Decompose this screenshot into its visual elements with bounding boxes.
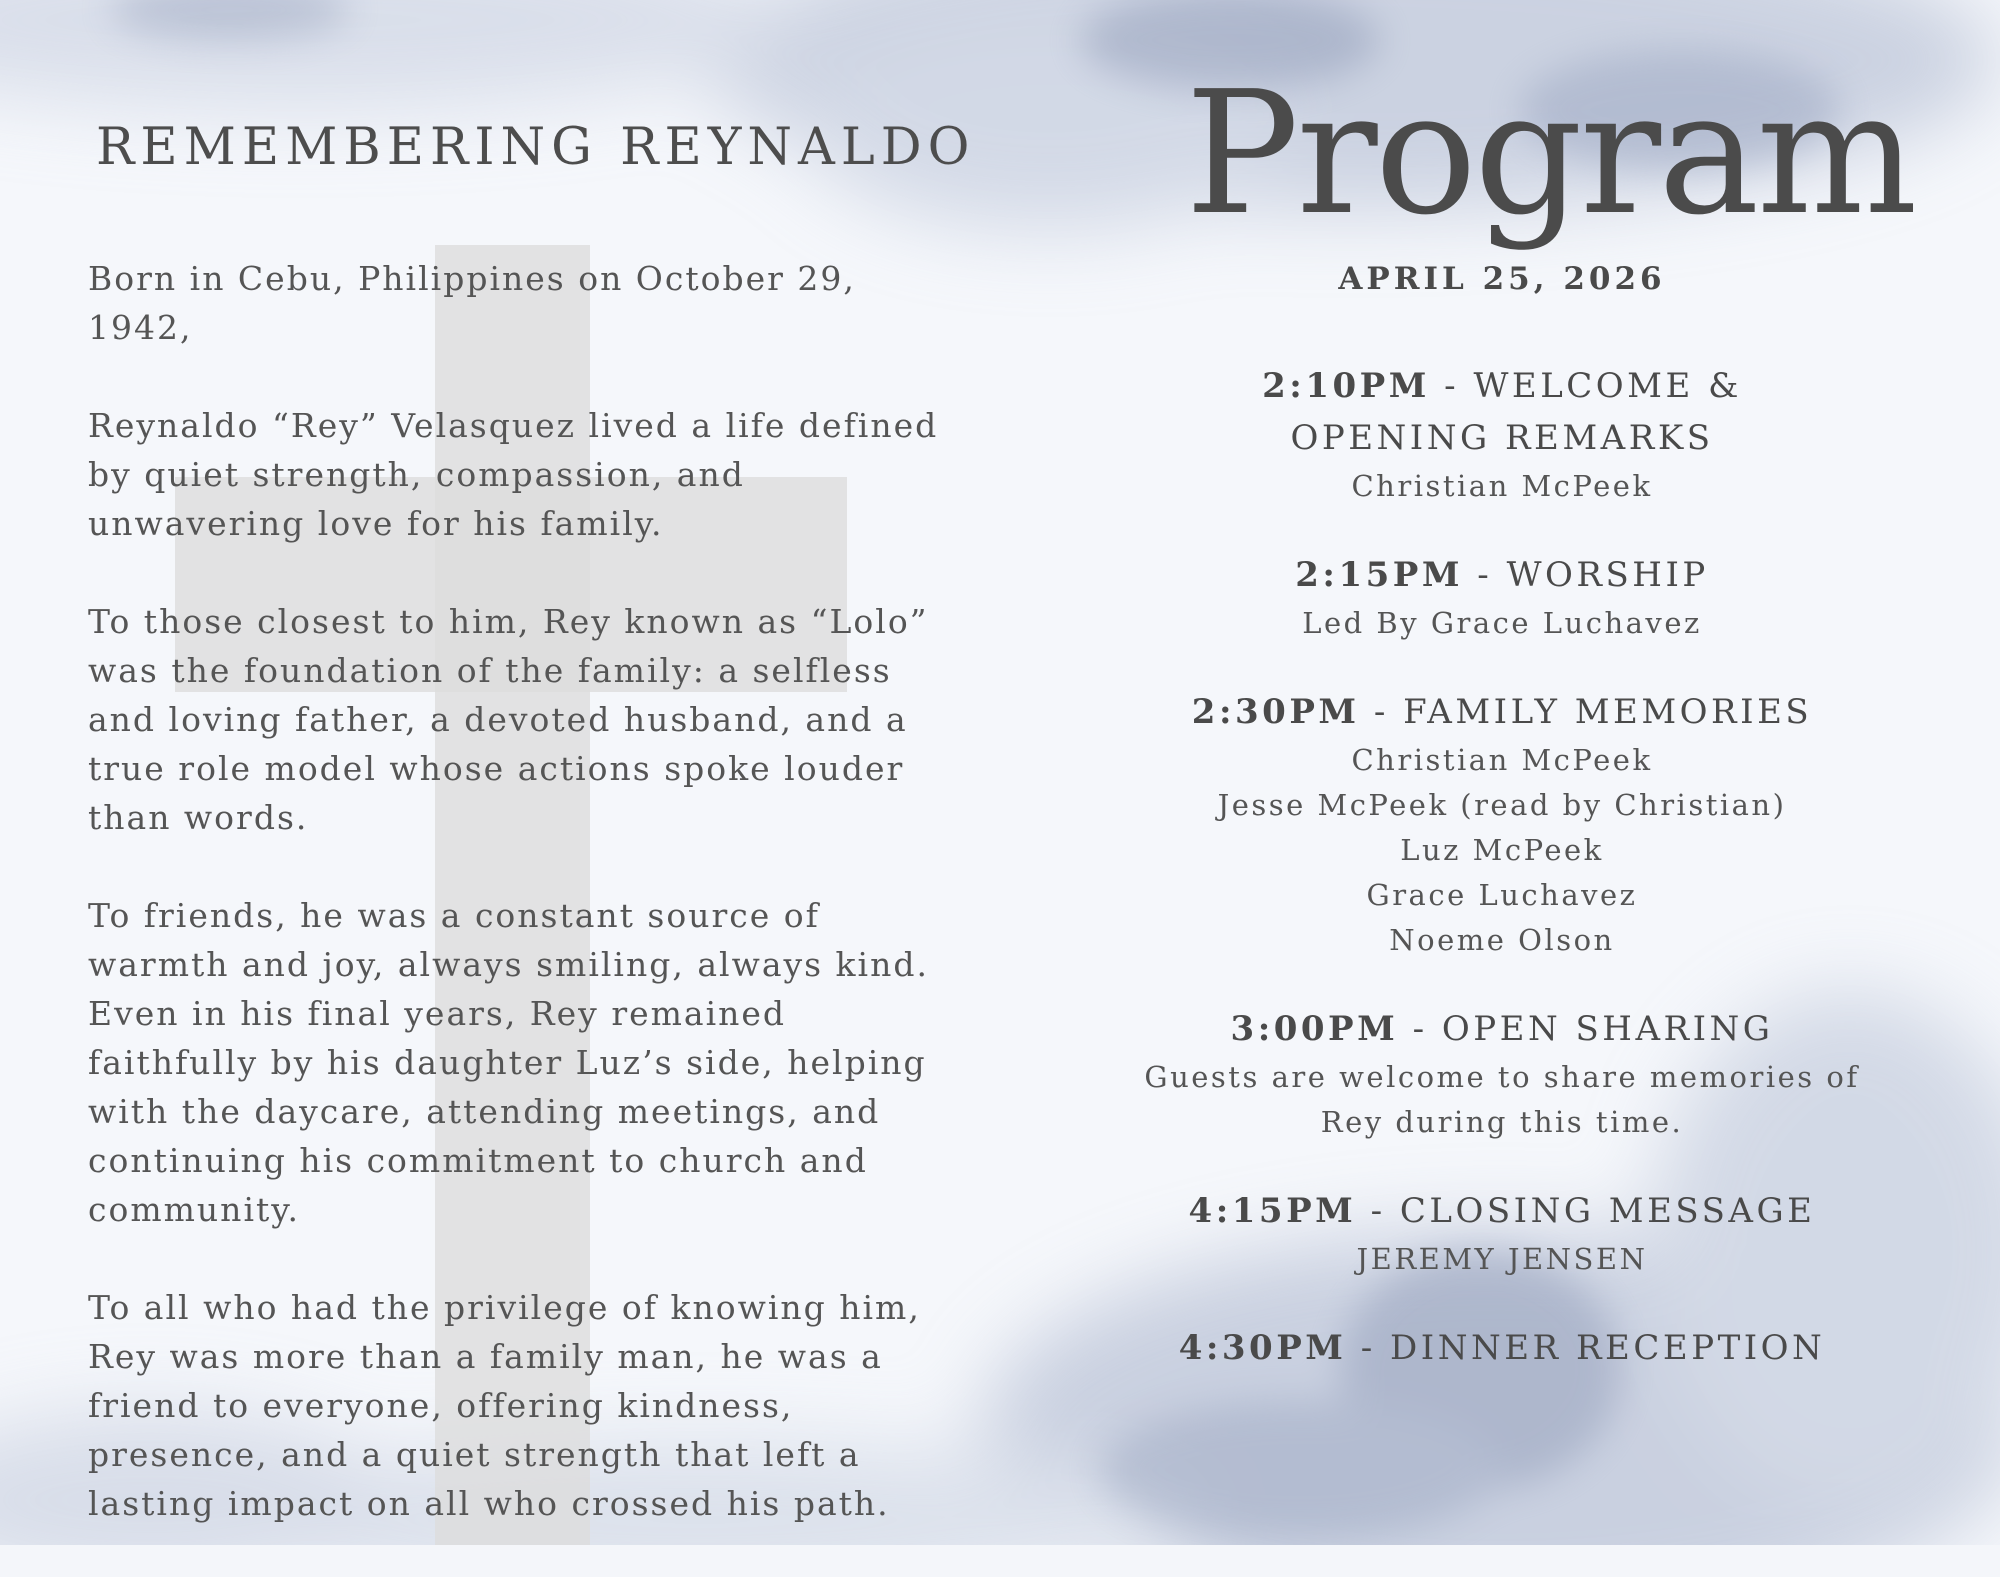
bio-paragraph: Born in Cebu, Philippines on October 29, 1942, [88,259,856,347]
item-separator: - [1346,1328,1391,1368]
item-label: FAMILY MEMORIES [1403,692,1813,732]
bio-paragraph: Reynaldo “Rey” Velasquez lived a life defined by quiet strength, compassion, and unwavering love for his family. [88,406,939,543]
item-detail: Jesse McPeek (read by Christian) [1217,788,1787,822]
program-item [1100,686,1904,963]
item-detail: Christian McPeek [1351,469,1653,503]
item-label: CLOSING MESSAGE [1399,1191,1816,1231]
item-label: WORSHIP [1506,555,1709,595]
item-time: 4:30PM [1178,1328,1347,1368]
biography-text [88,254,968,1577]
item-separator: - [1356,1191,1400,1231]
item-detail: Noeme Olson [1389,923,1615,957]
item-label: WELCOME & OPENING REMARKS [1290,366,1742,458]
item-time: 3:00PM [1230,1009,1399,1049]
program-item [1100,1003,1904,1145]
item-label: DINNER RECEPTION [1390,1328,1826,1368]
item-separator: - [1398,1009,1442,1049]
bio-paragraph: To friends, he was a constant source of warmth and joy, always smiling, always kind. Even in his final years, Rey remained faithfully by his daughter Luz’s side, helping with the daycare, attending meetings, and continuing his commitment to church and community. [88,896,929,1229]
item-separator: - [1359,692,1404,732]
item-label: OPEN SHARING [1441,1009,1774,1049]
program-item [1100,549,1904,646]
item-detail: Christian McPeek [1351,743,1653,777]
program-date: APRIL 25, 2026 [1338,261,1666,297]
item-detail: Led By Grace Luchavez [1302,606,1702,640]
item-separator: - [1429,366,1474,406]
item-detail: Luz McPeek [1400,833,1604,867]
item-detail: Guests are welcome to share memories of Rey during this time. [1144,1060,1860,1139]
memorial-title: REMEMBERING REYNALDO [96,118,976,177]
item-detail: JEREMY JENSEN [1356,1242,1648,1276]
item-time: 2:10PM [1262,366,1430,406]
bio-paragraph: To those closest to him, Rey known as “Lolo” was the foundation of the family: a selfless and loving father, a devoted husband, and a true role model whose actions spoke louder than words. [88,602,929,837]
item-time: 2:30PM [1191,692,1360,732]
program-schedule [1100,360,1904,1374]
item-separator: - [1462,555,1507,595]
item-time: 4:15PM [1188,1191,1357,1231]
item-detail: Grace Luchavez [1366,878,1638,912]
program-item [1100,1185,1904,1282]
program-item [1100,1322,1904,1374]
program-title: Program [1185,55,1915,253]
bio-paragraph: To all who had the privilege of knowing him, Rey was more than a family man, he was a friend to everyone, offering kindness, presence, and a quiet strength that left a lasting impact on all who crossed his path. [88,1288,921,1523]
item-time: 2:15PM [1295,555,1463,595]
program-item [1100,360,1904,509]
